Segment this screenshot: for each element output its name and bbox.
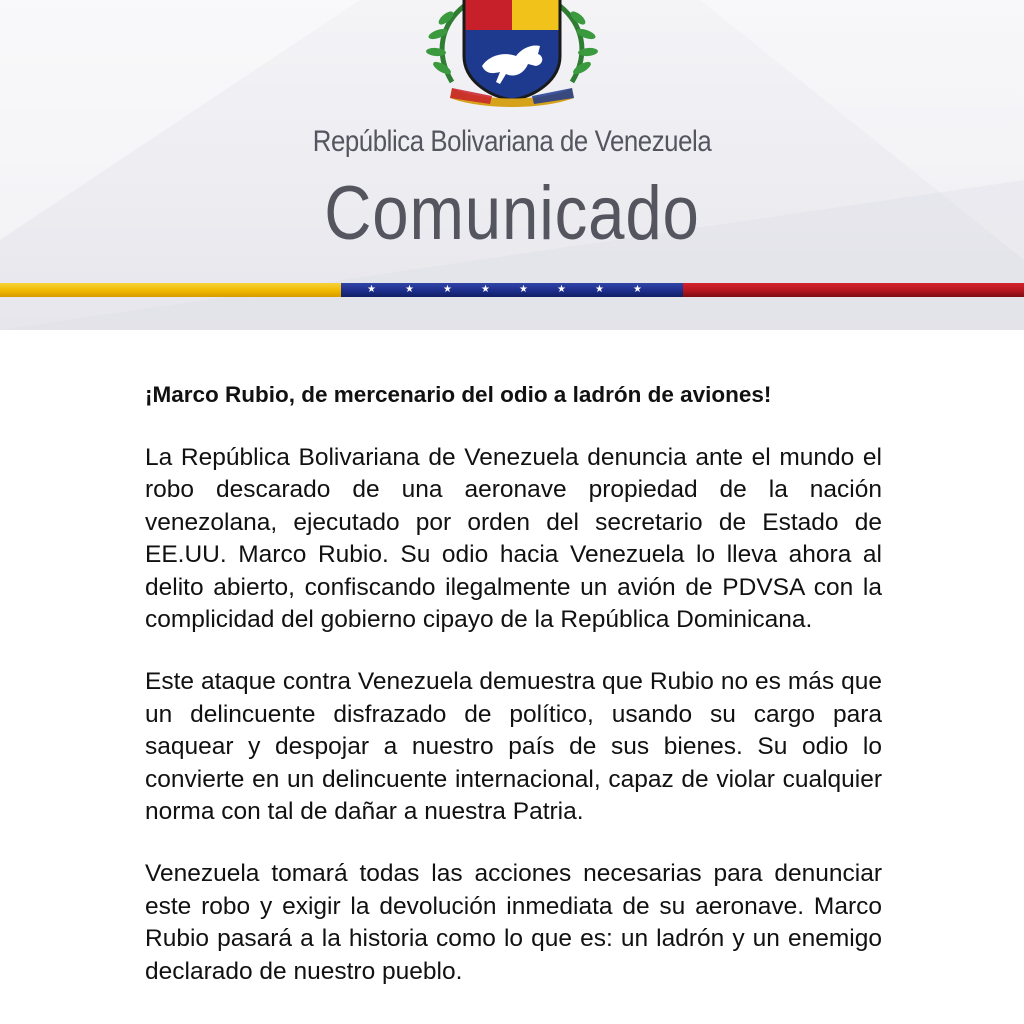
communique-body bbox=[145, 378, 882, 1018]
star-icon: ★ bbox=[595, 284, 604, 295]
star-icon: ★ bbox=[405, 284, 414, 295]
star-icon: ★ bbox=[557, 284, 566, 295]
flag-yellow-stripe bbox=[0, 283, 341, 297]
star-icon: ★ bbox=[633, 284, 642, 295]
flag-blue-stripe bbox=[341, 283, 683, 297]
flag-red-stripe bbox=[683, 283, 1024, 297]
communique-heading: ¡Marco Rubio, de mercenario del odio a ladrón de aviones! bbox=[145, 382, 772, 407]
paragraph: Venezuela tomará todas las acciones necesarias para denunciar este robo y exigir la devolución inmediata de su aeronave. Marco Rubio pasará a la historia como lo que es: un ladrón y un enemigo declarado de nuestro pueblo. bbox=[145, 860, 882, 985]
paragraph: La República Bolivariana de Venezuela denuncia ante el mundo el robo descarado de una aeronave propiedad de la nación venezolana, ejecutado por orden del secretario de Estado de EE.UU. Marco Rubio. Su odio hacia Venezuela lo lleva ahora al delito abierto, confiscando ilegalmente un avión de PDVSA con la complicidad del gobierno cipayo de la República Dominicana. bbox=[145, 444, 882, 634]
star-icon: ★ bbox=[367, 284, 376, 295]
page-title: Comunicado bbox=[324, 171, 700, 256]
communique-header bbox=[0, 0, 1024, 330]
paragraph: Este ataque contra Venezuela demuestra que Rubio no es más que un delincuente disfrazado de político, usando su cargo para saquear y despojar a nuestro país de sus bienes. Su odio lo convierte en un delincuente internacional, capaz de violar cualquier norma con tal de dañar a nuestra Patria. bbox=[145, 668, 882, 826]
star-icon: ★ bbox=[519, 284, 528, 295]
flag-stripe bbox=[0, 283, 1024, 297]
venezuela-coat-of-arms-icon bbox=[412, 0, 612, 110]
star-icon: ★ bbox=[443, 284, 452, 295]
star-icon: ★ bbox=[481, 284, 490, 295]
country-name: República Bolivariana de Venezuela bbox=[312, 125, 712, 158]
